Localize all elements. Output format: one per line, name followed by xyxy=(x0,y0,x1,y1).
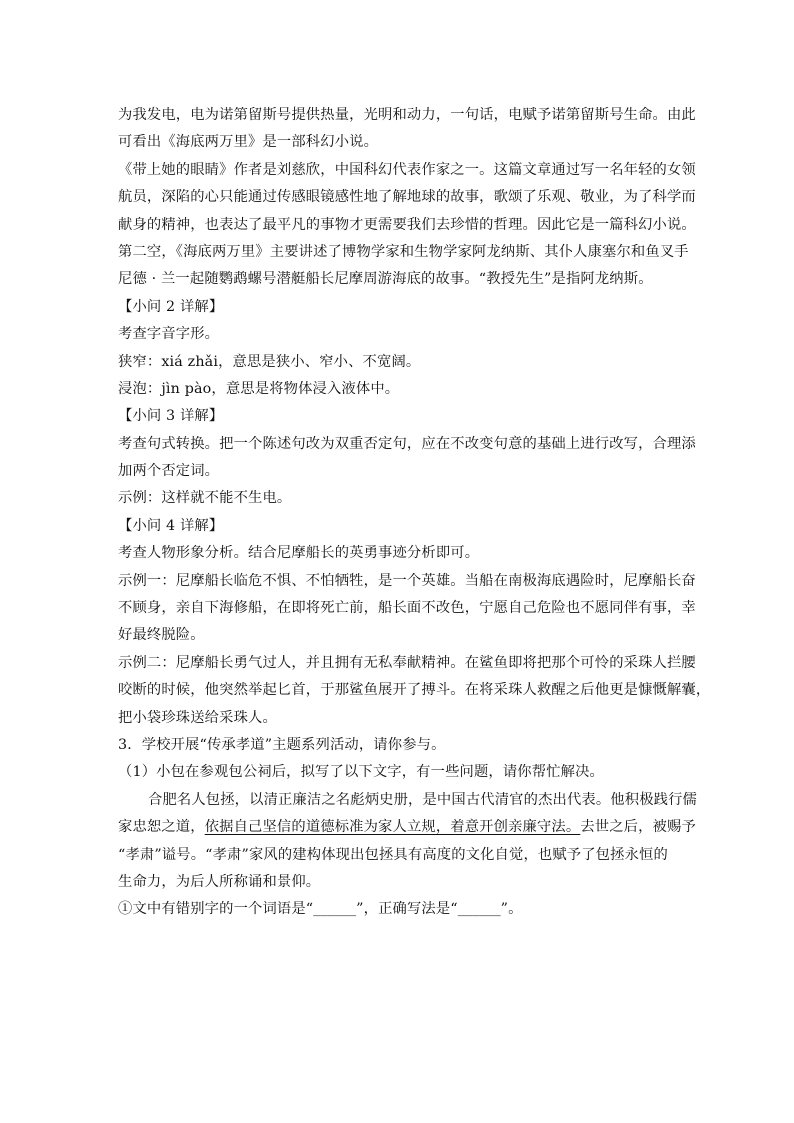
section-heading-q2: 【小问 2 详解】 xyxy=(118,298,224,315)
text-line: 好最终脱险。 xyxy=(118,627,205,644)
text-line: 把小袋珍珠送给采珠人。 xyxy=(118,709,277,726)
text-line: 航员，深陷的心只能通过传感眼镜感性地了解地球的故事，歌颂了乐观、敬业，为了科学而 xyxy=(118,189,696,206)
text-line: 咬断的时候，他突然举起匕首，于那鲨鱼展开了搏斗。在将采珠人救醒之后他更是慷慨解囊， xyxy=(118,682,711,699)
text-line: 不顾身，亲自下海修船，在即将死亡前，船长面不改色，宁愿自己危险也不愿同伴有事，幸 xyxy=(118,600,696,617)
text-line: 考查句式转换。把一个陈述句改为双重否定句，应在不改变句意的基础上进行改写，合理添 xyxy=(118,435,696,452)
text-line: 狭窄：xiá zhǎi，意思是狭小、窄小、不宽阔。 xyxy=(118,353,421,370)
answer-blank-correct-word[interactable]: ______ xyxy=(457,901,501,918)
text-line: 加两个否定词。 xyxy=(118,463,220,480)
passage-line: 生命力，为后人所称诵和景仰。 xyxy=(118,873,321,890)
passage-line xyxy=(118,814,696,841)
passage-text: 家忠恕之道， xyxy=(118,819,205,836)
text-line: 示例一：尼摩船长临危不惧、不怕牺牲，是一个英雄。当船在南极海底遇险时，尼摩船长奋 xyxy=(118,572,696,589)
passage-text: 去世之后，被赐予 xyxy=(580,819,696,836)
text-line: 第二空，《海底两万里》主要讲述了博物学家和生物学家阿龙纳斯、其仆人康塞尔和鱼叉手 xyxy=(118,243,689,260)
text-line: 为我发电，电为诺第留斯号提供热量，光明和动力，一句话，电赋予诺第留斯号生命。由此 xyxy=(118,107,696,123)
text-line: 《带上她的眼睛》作者是刘慈欣，中国科幻代表作家之一。这篇文章通过写一名年轻的女领 xyxy=(118,161,696,178)
section-heading-q4: 【小问 4 详解】 xyxy=(118,517,224,534)
question-3-title: 3．学校开展“传承孝道”主题系列活动，请你参与。 xyxy=(118,736,446,753)
text-line: 考查字音字形。 xyxy=(118,326,220,343)
text-line: 献身的精神，也表达了最平凡的事物才更需要我们去珍惜的哲理。因此它是一篇科幻小说。 xyxy=(118,216,696,233)
question-item-1 xyxy=(118,896,678,923)
text-line: 尼德 · 兰一起随鹦鹉螺号潜艇船长尼摩周游海底的故事。“教授先生”是指阿龙纳斯。 xyxy=(118,271,653,288)
text-line: 可看出《海底两万里》是一部科幻小说。 xyxy=(118,134,379,151)
section-heading-q3: 【小问 3 详解】 xyxy=(118,408,224,425)
passage-line: 合肥名人包拯，以清正廉洁之名彪炳史册，是中国古代清官的杰出代表。他积极践行儒 xyxy=(148,791,697,808)
answer-blank-wrong-word[interactable]: ______ xyxy=(313,901,357,918)
text-line: 示例：这样就不能不生电。 xyxy=(118,490,292,507)
document-page xyxy=(118,102,711,924)
text-line: 考查人物形象分析。结合尼摩船长的英勇事迹分析即可。 xyxy=(118,545,480,562)
text-line: 浸泡：jìn pào，意思是将物体浸入液体中。 xyxy=(118,380,400,397)
question-3-1-prompt: （1）小包在参观包公祠后，拟写了以下文字，有一些问题，请你帮忙解决。 xyxy=(118,764,604,781)
question-text: ”。 xyxy=(500,901,523,918)
text-line: 示例二：尼摩船长勇气过人，并且拥有无私奉献精神。在鲨鱼即将把那个可怜的采珠人拦腰 xyxy=(118,654,696,671)
passage-line: “孝肃”谥号。“孝肃”家风的建构体现出包拯具有高度的文化自觉，也赋予了包拯永恒的 xyxy=(118,846,668,863)
question-text: ”，正确写法是“ xyxy=(356,901,458,918)
underlined-sentence: 依据自己坚信的道德标准为家人立规，着意开创亲廉守法。 xyxy=(204,819,581,836)
question-text: ①文中有错别字的一个词语是“ xyxy=(118,901,314,918)
